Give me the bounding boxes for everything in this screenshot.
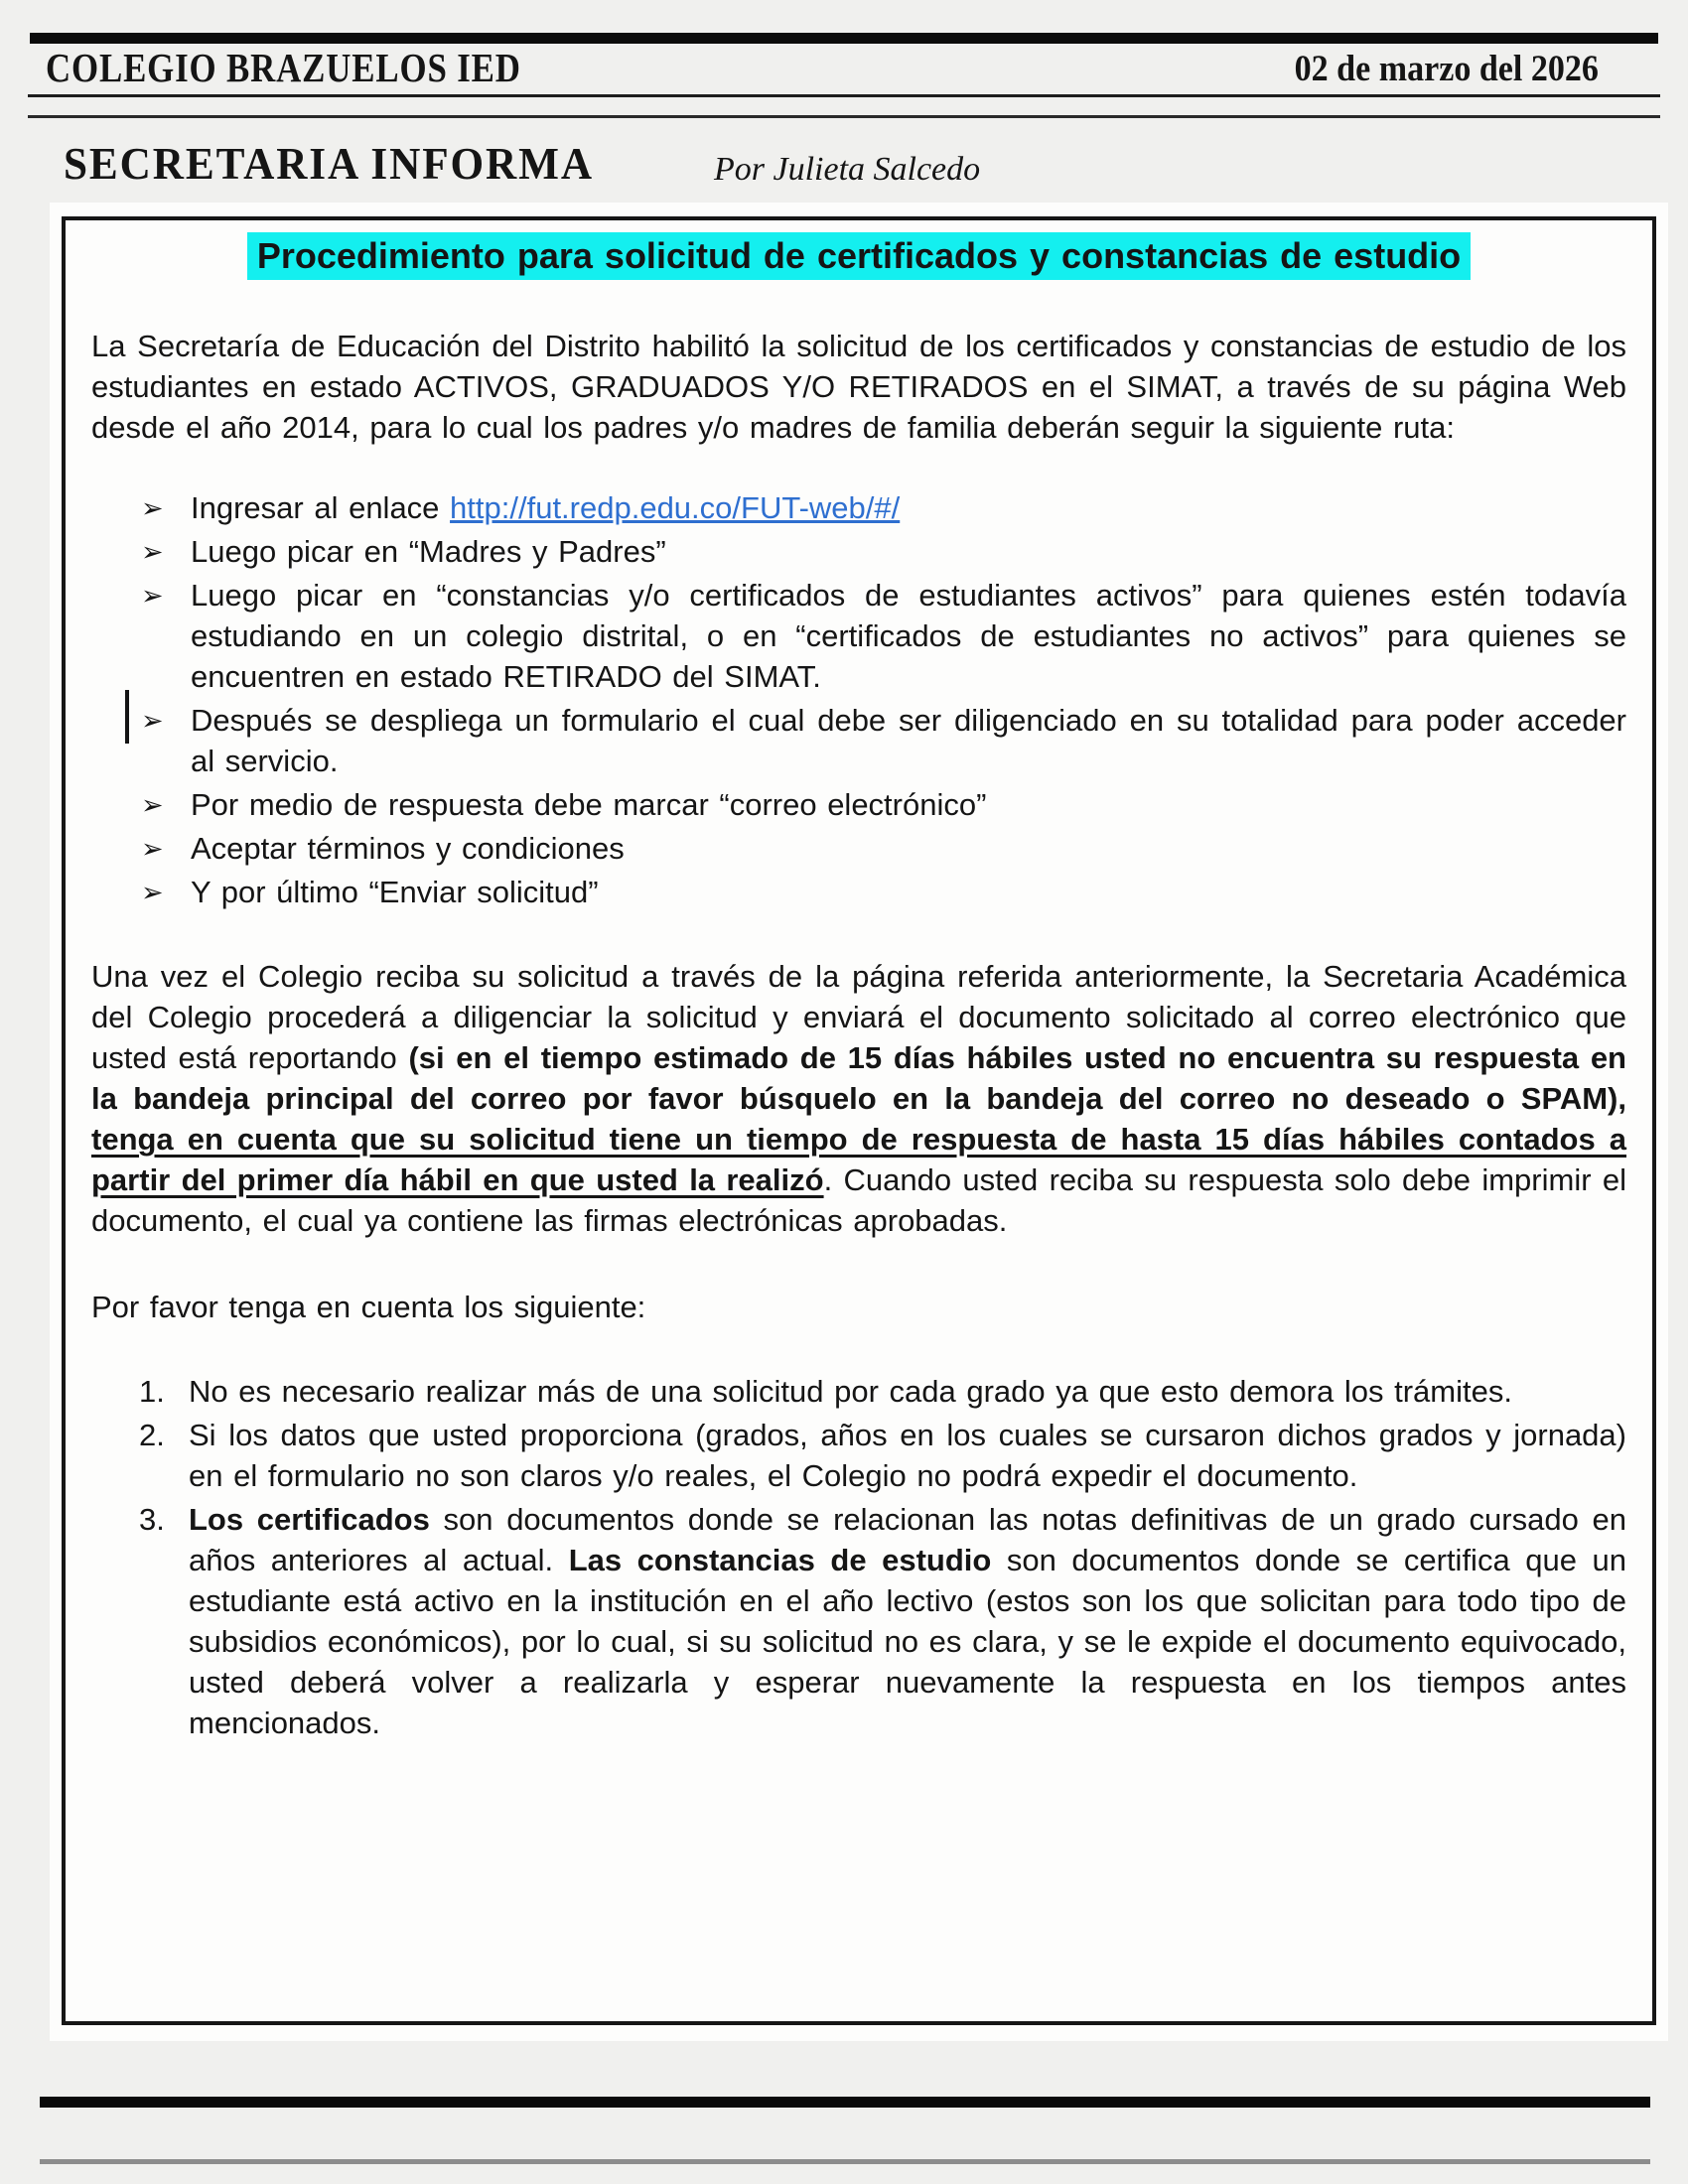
- section-title: SECRETARIA INFORMA: [64, 138, 594, 189]
- arrow-bullet-icon: ➢: [141, 790, 164, 820]
- step-item: [91, 828, 1626, 869]
- note-intro: Por favor tenga en cuenta los siguiente:: [91, 1290, 646, 1324]
- arrow-bullet-icon: ➢: [141, 834, 164, 864]
- numbered-item: [91, 1499, 1626, 1743]
- announcement-box: [62, 216, 1656, 2025]
- step-item: [91, 872, 1626, 912]
- step-text: Y por último “Enviar solicitud”: [191, 875, 599, 909]
- step-item: [91, 575, 1626, 697]
- item-number: 3.: [139, 1502, 165, 1537]
- step-text: Luego picar en “constancias y/o certificados de estudiantes activos” para quienes estén todavía estudiando en un colegio distrital, o en “certificados de estudiantes no activos” para quienes se encuentren en estado RETIRADO del SIMAT.: [191, 578, 1626, 694]
- school-name: COLEGIO BRAZUELOS IED: [46, 45, 521, 90]
- step-text: Luego picar en “Madres y Padres”: [191, 534, 666, 569]
- numbered-item: [91, 1415, 1626, 1496]
- bottom-rule-gray: [40, 2159, 1650, 2164]
- item-number: 1.: [139, 1374, 165, 1409]
- issue-date: 02 de marzo del 2026: [1294, 49, 1599, 89]
- response-paragraph: Una vez el Colegio reciba su solicitud a través de la página referida anteriormente, la Secretaria Académica del Colegio procederá a diligenciar la solicitud y enviará el documento solicitado al correo electrónico que usted está reportando (si en el tiempo estimado de 15 días hábiles usted no encuentra su respuesta en la bandeja principal del correo por favor búsquelo en la bandeja del correo no deseado o SPAM), tenga en cuenta que su solicitud tiene un tiempo de respuesta de hasta 15 días hábiles contados a partir del primer día hábil en que usted la realizó. Cuando usted reciba su respuesta solo debe imprimir el documento, el cual ya contiene las firmas electrónicas aprobadas.: [91, 959, 1626, 1238]
- step-text: Después se despliega un formulario el cual debe ser diligenciado en su totalidad para poder acceder al servicio.: [191, 703, 1626, 778]
- step-list: [91, 487, 1626, 912]
- announcement-title-row: [91, 232, 1626, 280]
- arrow-bullet-icon: ➢: [141, 878, 164, 907]
- arrow-bullet-icon: ➢: [141, 706, 164, 736]
- announcement-title: Procedimiento para solicitud de certificados y constancias de estudio: [247, 232, 1471, 280]
- text-cursor-artifact: [125, 690, 129, 744]
- header-rule-1: [28, 94, 1660, 97]
- step-item: [91, 784, 1626, 825]
- arrow-bullet-icon: ➢: [141, 581, 164, 611]
- item-number: 2.: [139, 1418, 165, 1452]
- fut-portal-link[interactable]: http://fut.redp.edu.co/FUT-web/#/: [450, 490, 901, 525]
- step-text: Por medio de respuesta debe marcar “correo electrónico”: [191, 787, 987, 822]
- step-item: [91, 531, 1626, 572]
- step-text: Aceptar términos y condiciones: [191, 831, 625, 866]
- bottom-rule-black: [40, 2097, 1650, 2108]
- arrow-bullet-icon: ➢: [141, 493, 164, 523]
- header-rule-2: [28, 115, 1660, 118]
- item-text: Los certificados son documentos donde se relacionan las notas definitivas de un grado cursado en años anteriores al actual. Las constancias de estudio son documentos donde se certifica que un estudiante está activo en la institución en el año lectivo (estos son los que solicitan para todo tipo de subsidios económicos), por lo cual, si su solicitud no es clara, y se le expide el documento equivocado, usted deberá volver a realizarla y esperar nuevamente la respuesta en los tiempos antes mencionados.: [189, 1502, 1626, 1740]
- item-text: No es necesario realizar más de una solicitud por cada grado ya que esto demora los trámites.: [189, 1374, 1512, 1409]
- numbered-item: [91, 1371, 1626, 1412]
- numbered-list: [91, 1371, 1626, 1743]
- intro-paragraph: La Secretaría de Educación del Distrito habilitó la solicitud de los certificados y constancias de estudio de los estudiantes en estado ACTIVOS, GRADUADOS Y/O RETIRADOS en el SIMAT, a través de su página Web desde el año 2014, para lo cual los padres y/o madres de familia deberán seguir la siguiente ruta:: [91, 329, 1626, 445]
- item-text: Si los datos que usted proporciona (grados, años en los cuales se cursaron dichos grados y jornada) en el formulario no son claros y/o reales, el Colegio no podrá expedir el documento.: [189, 1418, 1626, 1493]
- top-rule: [30, 33, 1658, 44]
- arrow-bullet-icon: ➢: [141, 537, 164, 567]
- byline: Por Julieta Salcedo: [714, 151, 981, 188]
- step-item: [91, 487, 1626, 528]
- step-text: Ingresar al enlace http://fut.redp.edu.co/FUT-web/#/: [191, 490, 901, 525]
- step-item: [91, 700, 1626, 781]
